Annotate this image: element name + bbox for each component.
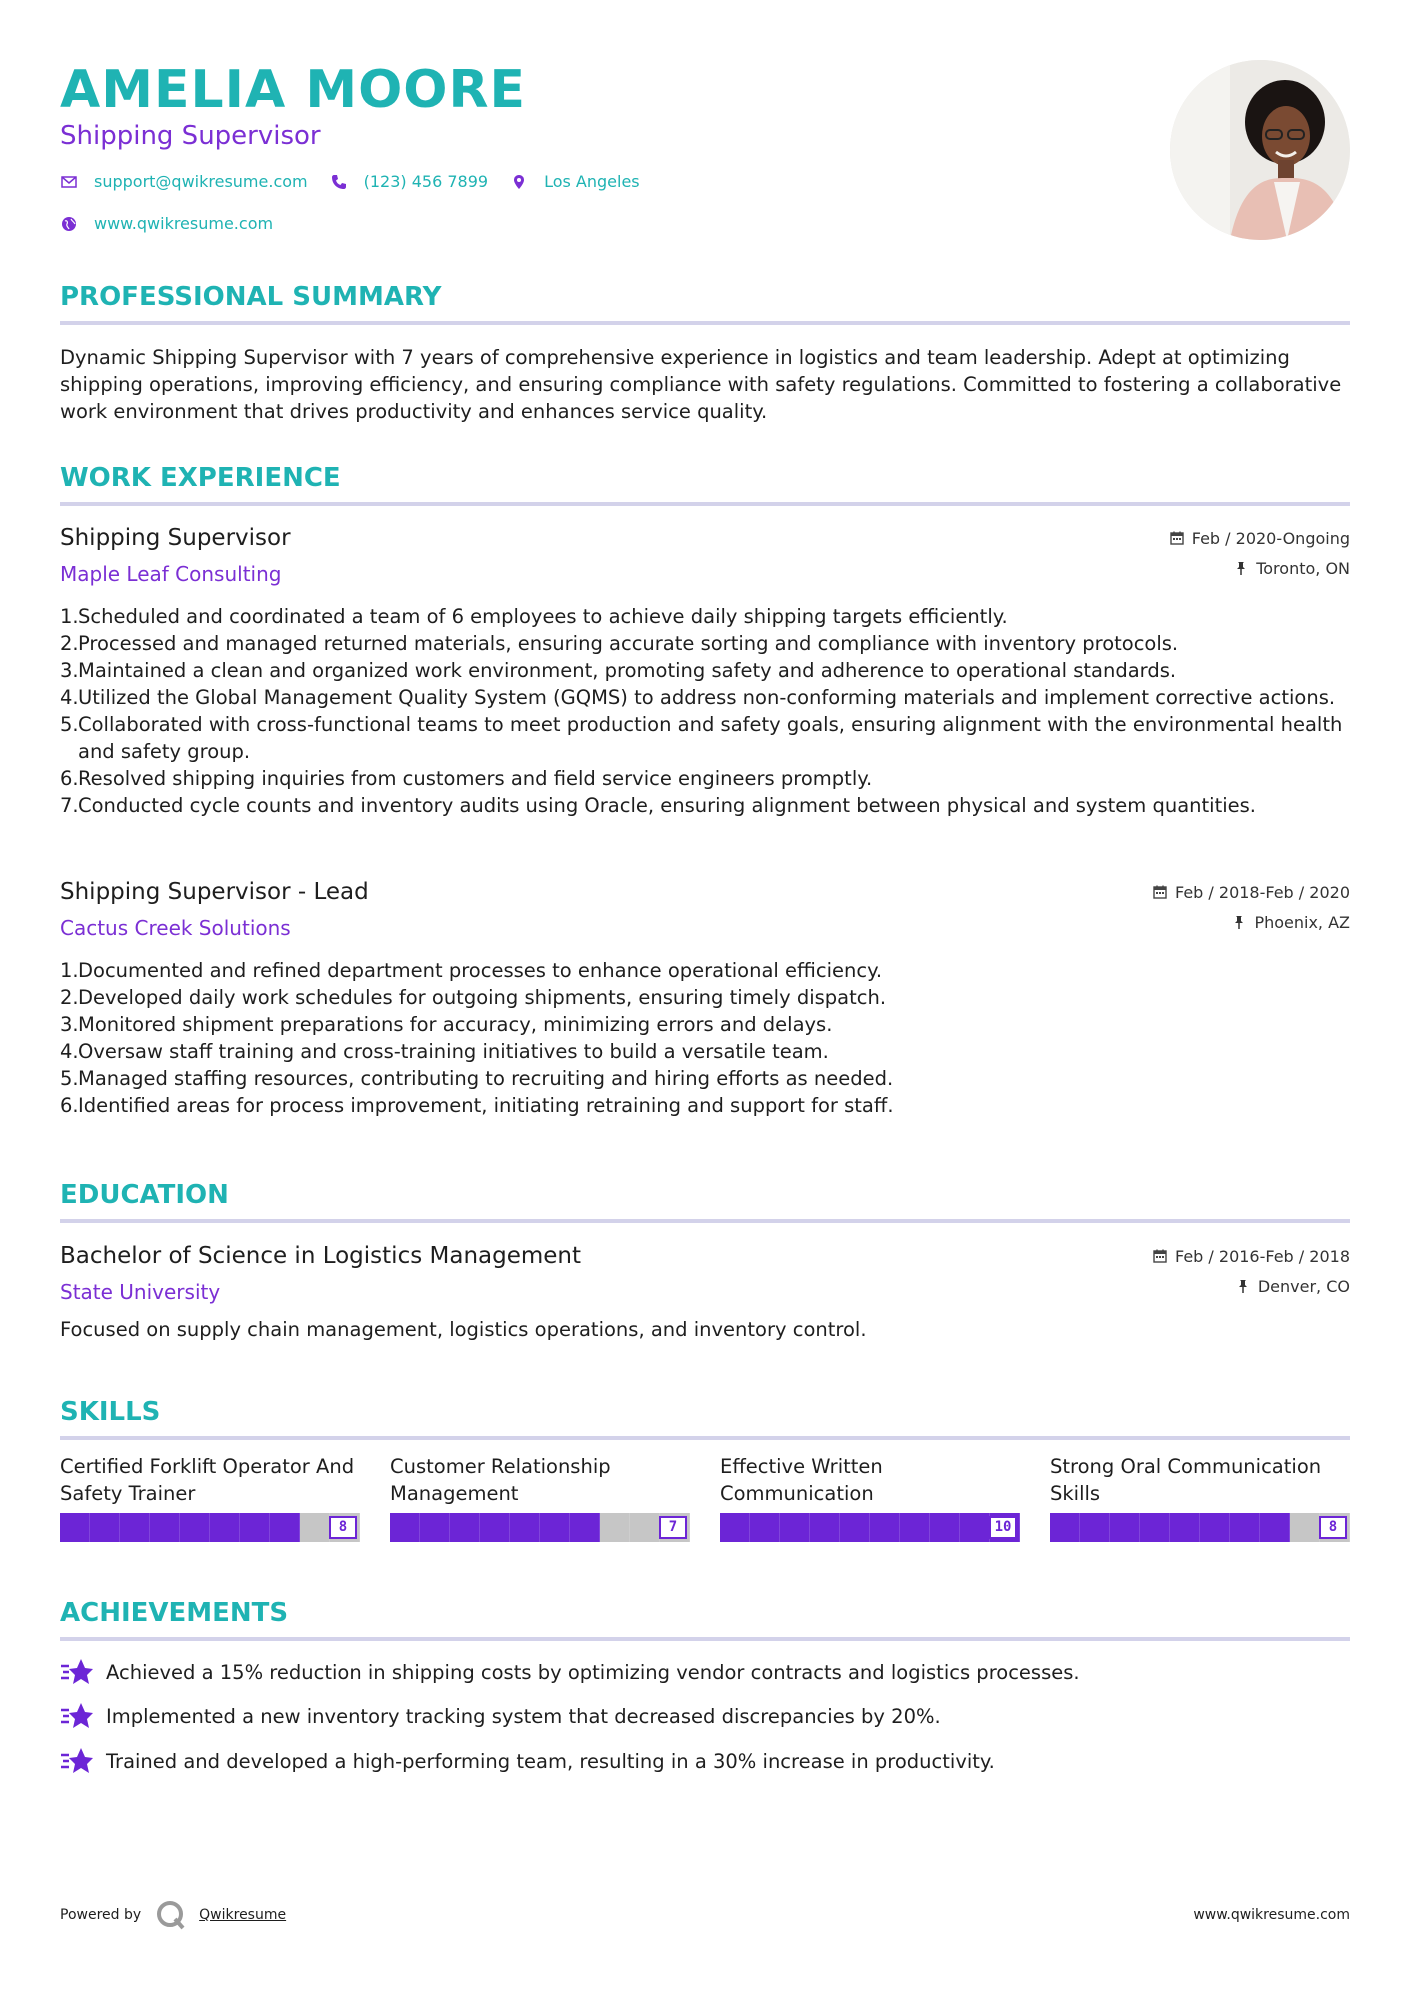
skill-segment-empty — [600, 1513, 630, 1542]
skill-level-badge: 7 — [659, 1516, 687, 1539]
job-company: Cactus Creek Solutions — [60, 916, 291, 940]
job-meta — [1153, 877, 1350, 937]
achievement-text: Achieved a 15% reduction in shipping costs by optimizing vendor contracts and logistics processes. — [106, 1660, 1080, 1684]
phone-icon — [330, 173, 348, 191]
skill-segment-empty — [1290, 1513, 1320, 1542]
profile-photo — [1170, 60, 1350, 240]
skill-segment-filled — [1260, 1513, 1290, 1542]
job-dates — [1170, 523, 1350, 553]
skill-name: Strong Oral Communication Skills — [1050, 1455, 1322, 1505]
skill-name: Effective Written Communication — [720, 1455, 883, 1505]
achievement-item — [60, 1657, 1350, 1687]
list-item: 4. Utilized the Global Management Quality System (GQMS) to address non-conforming materials and implement corrective actions. — [60, 686, 1336, 709]
skill-segment-filled — [390, 1513, 420, 1542]
footer-brand-group — [60, 1899, 286, 1931]
job-company: Maple Leaf Consulting — [60, 562, 282, 586]
skill-item — [720, 1453, 1020, 1542]
list-item: 5. Collaborated with cross-functional teams to meet production and safety goals, ensuring alignment with the environmental health and safety group. — [60, 713, 1343, 763]
brand-link[interactable]: Qwikresume — [199, 1907, 287, 1923]
achievements-divider — [60, 1637, 1350, 1641]
list-item: 3. Monitored shipment preparations for accuracy, minimizing errors and delays. — [60, 1013, 833, 1036]
skill-segment-filled — [90, 1513, 120, 1542]
education-meta — [1153, 1241, 1350, 1301]
job-location — [1153, 907, 1350, 937]
skill-segment-filled — [870, 1513, 900, 1542]
skill-segment-filled — [120, 1513, 150, 1542]
footer — [60, 1897, 1350, 1933]
list-item: 6. Identified areas for process improvement, initiating retraining and support for staff. — [60, 1094, 894, 1117]
skill-segment-filled — [210, 1513, 240, 1542]
job-1-bullets — [60, 603, 1350, 819]
location-text: Los Angeles — [544, 172, 640, 191]
skill-segment-empty — [300, 1513, 330, 1542]
star-icon — [60, 1657, 94, 1687]
list-item: 2. Developed daily work schedules for outgoing shipments, ensuring timely dispatch. — [60, 986, 887, 1009]
list-item: 6. Resolved shipping inquiries from customers and field service engineers promptly. — [60, 767, 873, 790]
skill-segment-filled — [1110, 1513, 1140, 1542]
skill-segment-filled — [1050, 1513, 1080, 1542]
powered-by-text: Powered by — [60, 1907, 142, 1923]
skill-level-badge: 8 — [329, 1516, 357, 1539]
skill-bar — [60, 1513, 360, 1542]
skill-segment-filled — [900, 1513, 930, 1542]
education-description: Focused on supply chain management, logistics operations, and inventory control. — [60, 1318, 867, 1341]
contact-email[interactable] — [60, 172, 308, 191]
job-meta — [1170, 523, 1350, 583]
education-divider — [60, 1219, 1350, 1223]
pushpin-icon — [1236, 1279, 1250, 1293]
candidate-title: Shipping Supervisor — [60, 121, 321, 151]
education-entry — [60, 1241, 1350, 1307]
skill-segment-filled — [570, 1513, 600, 1542]
skill-item — [390, 1453, 690, 1542]
experience-heading: WORK EXPERIENCE — [60, 463, 341, 493]
education-dates-text: Feb / 2016-Feb / 2018 — [1175, 1246, 1350, 1266]
list-item: 2. Processed and managed returned materials, ensuring accurate sorting and compliance with inventory protocols. — [60, 632, 1179, 655]
calendar-icon — [1153, 885, 1167, 899]
skill-segment-filled — [150, 1513, 180, 1542]
job-1 — [60, 523, 1350, 589]
globe-icon — [60, 215, 78, 233]
contact-row-1 — [60, 172, 662, 191]
skill-segment-filled — [420, 1513, 450, 1542]
skill-segment-filled — [840, 1513, 870, 1542]
skill-segment-filled — [1170, 1513, 1200, 1542]
skill-segment-filled — [60, 1513, 90, 1542]
skill-item — [60, 1453, 360, 1542]
summary-text: Dynamic Shipping Supervisor with 7 years of comprehensive experience in logistics and team leadership. Adept at optimizing shipping operations, improving efficiency, and ensuring compliance with safety regulations. Committed to fostering a collaborative work environment that drives productivity and enhances service quality. — [60, 346, 1342, 423]
education-heading: EDUCATION — [60, 1180, 229, 1210]
skill-segment-filled — [240, 1513, 270, 1542]
skill-segment-filled — [930, 1513, 960, 1542]
candidate-name: AMELIA MOORE — [60, 60, 527, 120]
achievements-heading: ACHIEVEMENTS — [60, 1598, 289, 1628]
envelope-icon — [60, 173, 78, 191]
skill-segment-empty — [630, 1513, 660, 1542]
skill-bar — [720, 1513, 1020, 1542]
calendar-icon — [1170, 531, 1184, 545]
achievement-item — [60, 1701, 1350, 1731]
job-role: Shipping Supervisor - Lead — [60, 879, 369, 905]
achievement-text: Implemented a new inventory tracking system that decreased discrepancies by 20%. — [106, 1704, 941, 1728]
skill-segment-filled — [750, 1513, 780, 1542]
skill-segment-filled — [510, 1513, 540, 1542]
star-icon — [60, 1746, 94, 1776]
list-item: 4. Oversaw staff training and cross-training initiatives to build a versatile team. — [60, 1040, 829, 1063]
phone-text: (123) 456 7899 — [363, 172, 489, 191]
skill-segment-filled — [720, 1513, 750, 1542]
job-location-text: Toronto, ON — [1256, 558, 1350, 578]
star-icon — [60, 1701, 94, 1731]
education-dates — [1153, 1241, 1350, 1271]
skill-segment-filled — [270, 1513, 300, 1542]
pushpin-icon — [1234, 561, 1248, 575]
list-item: 1. Scheduled and coordinated a team of 6 employees to achieve daily shipping targets efficiently. — [60, 605, 1008, 628]
job-dates-text: Feb / 2020-Ongoing — [1191, 528, 1350, 548]
job-dates — [1153, 877, 1350, 907]
list-item: 1. Documented and refined department processes to enhance operational efficiency. — [60, 959, 883, 982]
resume-page — [60, 0, 1350, 1990]
website-text: www.qwikresume.com — [94, 214, 274, 233]
skill-segment-filled — [450, 1513, 480, 1542]
skills-heading: SKILLS — [60, 1397, 161, 1427]
job-dates-text: Feb / 2018-Feb / 2020 — [1175, 882, 1350, 902]
skill-segment-filled — [1140, 1513, 1170, 1542]
contact-website[interactable] — [60, 214, 273, 233]
job-2-bullets — [60, 957, 1350, 1119]
skill-segment-filled — [480, 1513, 510, 1542]
job-2 — [60, 877, 1350, 943]
achievement-text: Trained and developed a high-performing team, resulting in a 30% increase in productivity. — [106, 1749, 995, 1773]
calendar-icon — [1153, 1249, 1167, 1263]
skills-grid — [60, 1453, 1350, 1542]
skill-segment-filled — [780, 1513, 810, 1542]
summary-heading: PROFESSIONAL SUMMARY — [60, 282, 442, 312]
list-item: 3. Maintained a clean and organized work environment, promoting safety and adherence to operational standards. — [60, 659, 1177, 682]
degree: Bachelor of Science in Logistics Management — [60, 1243, 582, 1269]
contact-phone[interactable] — [330, 172, 488, 191]
skill-bar — [390, 1513, 690, 1542]
skill-level-badge: 8 — [1319, 1516, 1347, 1539]
contact-location — [510, 172, 640, 191]
skill-segment-filled — [1200, 1513, 1230, 1542]
contact-row-2 — [60, 214, 295, 233]
skill-level-badge: 10 — [989, 1516, 1017, 1539]
pushpin-icon — [1232, 915, 1246, 929]
footer-url[interactable]: www.qwikresume.com — [1193, 1907, 1350, 1923]
skill-segment-filled — [810, 1513, 840, 1542]
skill-name: Certified Forklift Operator And Safety Trainer — [60, 1455, 355, 1505]
skill-name: Customer Relationship Management — [390, 1455, 611, 1505]
education-location — [1153, 1271, 1350, 1301]
job-role: Shipping Supervisor — [60, 525, 291, 551]
summary-divider — [60, 321, 1350, 325]
skills-divider — [60, 1436, 1350, 1440]
skill-segment-filled — [180, 1513, 210, 1542]
school: State University — [60, 1280, 221, 1304]
qwikresume-logo-icon — [155, 1899, 187, 1931]
skill-bar — [1050, 1513, 1350, 1542]
list-item: 5. Managed staffing resources, contributing to recruiting and hiring efforts as needed. — [60, 1067, 894, 1090]
experience-divider — [60, 502, 1350, 506]
email-text: support@qwikresume.com — [94, 172, 308, 191]
list-item: 7. Conducted cycle counts and inventory audits using Oracle, ensuring alignment between physical and system quantities. — [60, 794, 1256, 817]
skill-item — [1050, 1453, 1350, 1542]
skill-segment-filled — [960, 1513, 990, 1542]
skill-segment-filled — [1230, 1513, 1260, 1542]
skill-segment-filled — [1080, 1513, 1110, 1542]
skill-segment-filled — [540, 1513, 570, 1542]
education-location-text: Denver, CO — [1257, 1276, 1350, 1296]
map-pin-icon — [510, 173, 528, 191]
job-location — [1170, 553, 1350, 583]
achievement-item — [60, 1746, 1350, 1776]
job-location-text: Phoenix, AZ — [1254, 912, 1350, 932]
